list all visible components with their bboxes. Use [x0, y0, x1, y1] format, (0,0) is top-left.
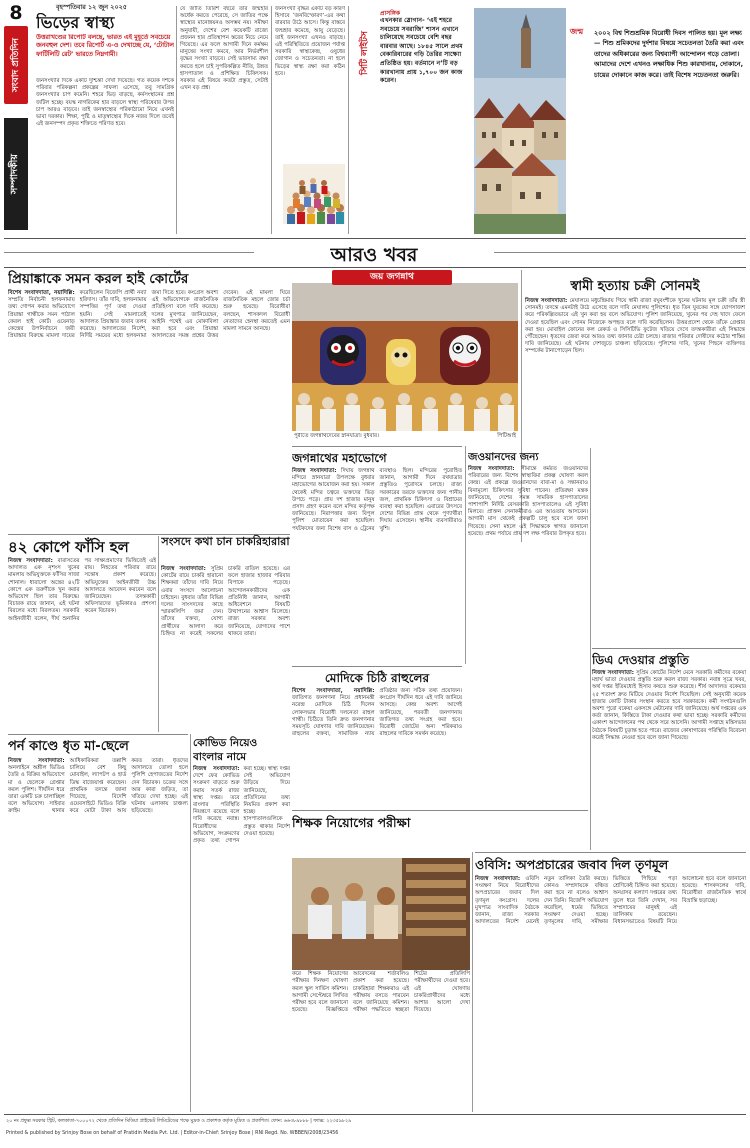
sidelight-label: প্রাসঙ্গিক: [380, 10, 401, 17]
masthead-brand: [4, 26, 28, 104]
editorial-subhead: উত্তরাখণ্ডের রিপোর্ট বলছে, ভারত এই মুহূর্তে সবচেয়ে জনবহুল দেশ। তবে রিপোর্ট এ-ও দেখাচ্ছে যে, ‘টোটাল ফার্টিলিটি রেট’ ভারতে নিম্নগামী।: [36, 34, 174, 58]
body-sansad: সুপ্রিম কোর্টের রায়ে চাকরি হারানো শিক্ষকরা তাঁদের দাবি নিয়ে এবার সংসদে আলোচনা চাইছেন। বুধবার তাঁরা বিভিন্ন দলের সাংসদদের কাছে স্মারকলিপি জমা দেন। তাঁদের বক্তব্য, যোগ্য প্রার্থীদের আলাদা করে চিহ্নিত না করেই সকলের চাকরি বাতিল হয়েছে। এর ফলে হাজার হাজার পরিবার বিপাকে পড়েছে। আন্দোলনকারীদের এক প্রতিনিধি জানান, আগামী অধিবেশনে বিষয়টি উত্থাপনের আশ্বাস মিলেছে। রাজ্য সরকার অবশ্য জানিয়েছে, যোগ্যদের পাশে থাকবে তারা।: [161, 566, 290, 637]
byline-priyanka: বিশেষ সংবাদদাতা, নয়াদিল্লি:: [8, 290, 75, 296]
headline-da: ডিএ দেওয়ার প্রস্তুতি: [592, 653, 689, 667]
byline-da: নিজস্ব সংবাদদাতা:: [592, 670, 635, 676]
anniversary-panel: [568, 6, 748, 234]
story-jagannath: [292, 448, 462, 668]
story-covid: [193, 736, 290, 1112]
story-jawan: [468, 448, 588, 800]
headline-obc: ওবিসি: অপপ্রচারের জবাব দিল তৃণমূল: [475, 857, 669, 872]
headline-sonam: স্বামী হত্যায় চক্রী সোনমই: [570, 279, 700, 294]
story-teacher: [292, 812, 470, 1112]
brand-name: সংবাদ প্রতিদিন: [11, 37, 21, 93]
headline-rahul: মোদিকে চিঠি রাহুলের: [324, 671, 430, 685]
imprint-line-2: Printed & published by Srinjoy Bose on behalf of Pratidin Media Pvt. Ltd. | Editor-in-Chief: Srinjoy Bose | RNI Regd. No. WBBEN/2008/23456: [6, 1131, 339, 1136]
headline-42: ৪২ কোপে ফাঁসি হল: [8, 538, 129, 556]
section-label: সম্পাদকীয়: [4, 118, 28, 230]
story-sansad: [161, 534, 290, 730]
editorial-lead: [36, 13, 174, 235]
headline-priyanka: প্রিয়াঙ্কাকে সমন করল হাই কোর্টের: [8, 271, 189, 287]
headline-covid: কোভিড নিয়েও বাংলার নামে: [193, 737, 258, 763]
byline-sansad: নিজস্ব সংবাদদাতা:: [161, 566, 206, 572]
story-42: [8, 536, 156, 732]
body-priyanka: সম্প্রতি নির্বাচনী হলফনামায় তথ্য গোপন করার অভিযোগে প্রিয়াঙ্কা গান্ধীকে সমন পাঠাল কেরল হাই কোর্ট। ওয়েনাড় কেন্দ্রের উপনির্বাচনে জয়ী প্রিয়াঙ্কার বিরুদ্ধে মামলা দায়ের করেছিলেন বিজেপি প্রার্থী নব্যা হরিদাস। তাঁর দাবি, হলফনামায় সম্পত্তির পূর্ণ তথ্য দেওয়া হয়নি। সেই মামলাতেই আদালত প্রিয়াঙ্কার জবাব তলব করেছে। আদালতের নির্দেশ, নির্দিষ্ট সময়ের মধ্যে হলফনামা জমা দিতে হবে। কংগ্রেস অবশ্য এই অভিযোগকে রাজনৈতিক প্রতিহিংসা বলে দাবি করেছে। দলের মুখপাত্র জানিয়েছেন, আইনি পথেই এর মোকাবিলা করা হবে এবং প্রিয়াঙ্কা আদালতের সমস্ত প্রশ্নের উত্তর দেবেন। এই মামলা ঘিরে রাজনৈতিক মহলে জোর চর্চা শুরু হয়েছে। বিরোধীরা বলছেন, শাসকদল বিরোধী নেতাদের হেনস্থা করতেই এমন মামলা সামনে আনছে।: [8, 290, 290, 340]
city-photo: [474, 8, 566, 234]
story-obc: [475, 854, 746, 1112]
sidelight-tag: সিটি লাইটস: [360, 31, 370, 75]
imprint-line-1: ২০ নং প্রফুল্ল সরকার স্ট্রিট, কলকাতা-৭০০০৭২ থেকে প্রতিদিন মিডিয়া প্রাইভেট লিমিটেডের পক্ষে মুদ্রক ও প্রকাশক কর্তৃক মুদ্রিত ও প্রকাশিত। ফোন: ৬৬৩৮৯৮৮৮ | ফ্যাক্স: ২২৩৫৯৮২৯: [6, 1119, 352, 1124]
story-porn: [8, 736, 188, 1112]
byline-jagannath: নিজস্ব সংবাদদাতা:: [292, 468, 337, 474]
masthead: [0, 0, 32, 236]
story-priyanka: [8, 268, 290, 532]
section-title: আরও খবর: [330, 244, 418, 266]
body-rahul: জাতিগত জনগণনা নিয়ে প্রধানমন্ত্রী নরেন্দ্র মোদিকে চিঠি দিলেন লোকসভার বিরোধী দলনেতা রাহুল গান্ধী। চিঠিতে তিনি দ্রুত জনগণনার সময়সূচি ঘোষণার দাবি জানিয়েছেন। রাহুলের বক্তব্য, সামাজিক ন্যায় প্রতিষ্ঠার জন্য সঠিক তথ্য প্রয়োজন। কংগ্রেস দীর্ঘদিন ধরে এই দাবি জানিয়ে আসছে। কেন্দ্র অবশ্য আগেই জানিয়েছে, পরবর্তী জনগণনায় জাতিগত তথ্য সংগ্রহ করা হবে। বিরোধী জোটের অন্য শরিকরাও রাহুলের দাবিকে সমর্থন করেছে।: [292, 688, 462, 738]
editorial-body: জনসংখ্যার দিকে একটি দুশ্চিন্তা দেখা দিয়েছে। গত কয়েক দশকে পরিবার পরিকল্পনা প্রকল্পের সাফল্য এসেছে, তবু সামগ্রিক জনসংখ্যার চাপ কমেনি। শহরে ভিড় বাড়ছে, কর্মসংস্থানের প্রশ্ন জটিল হচ্ছে। বয়স্ক নাগরিকের হার বাড়লে স্বাস্থ্য পরিষেবার উপর চাপ আরও বাড়বে। তাই জনস্বাস্থ্যের পরিকাঠামো নিয়ে এখনই ভাবা দরকার। শিক্ষা, পুষ্টি ও মাতৃস্বাস্থ্যের দিকে নজর দিলে তবেই এই জনসম্পদ প্রকৃত শক্তিতে পরিণত হবে।: [36, 78, 174, 128]
body-teacher: করে শিক্ষক নিয়োগের পরীক্ষার দিনক্ষণ ঘোষণা করল স্কুল সার্ভিস কমিশন। আগামী সেপ্টেম্বরে লিখিত পরীক্ষা হবে বলে জানানো হয়েছে। বিজ্ঞপ্তিতে আবেদনের শর্তাবলিও প্রকাশ করা হয়েছে। চাকরিহারা শিক্ষকরাও এই পরীক্ষায় বসতে পারবেন বলে জানিয়েছে কমিশন। পরীক্ষা পদ্ধতিতে স্বচ্ছতা শিটের প্রতিলিপি পরীক্ষার্থীদের দেওয়া হবে। এই ঘোষণায় চাকরিপ্রার্থীদের মধ্যে আশার আলো দেখা দিয়েছে।: [292, 971, 470, 1014]
byline-rahul: বিশেষ সংবাদদাতা, নয়াদিল্লি:: [292, 688, 375, 694]
photo-caption-jagannath: পুরীতে জগন্নাথদেবের স্নানযাত্রা। বুধবার।: [294, 433, 379, 439]
body-obc: ওবিসি সংরক্ষণ নিয়ে বিরোধীদের অপপ্রচারের জবাব দিল তৃণমূল কংগ্রেস। দলের মুখপাত্র সাংবাদিক বৈঠকে জানান, রাজ্য সরকার আদালতের নির্দেশ মেনেই নতুন তালিকা তৈরি করছে। কোনও সম্প্রদায়কে বঞ্চিত করা হবে না বলেও আশ্বাস দেন তিনি। বিজেপি অভিযোগ করেছিল, ধর্মের ভিত্তিতে সংরক্ষণ দেওয়া হচ্ছে। তৃণমূলের দাবি, সমীক্ষার ভিত্তিতে পিছিয়ে পড়া শ্রেণিকেই চিহ্নিত করা হয়েছে। অনগ্রসর কল্যাণ দপ্তরের তথ্য তুলে ধরে তিনি দেখান, সব সম্প্রদায়ের মানুষই এই তালিকায় রয়েছেন। বিধানসভাতেও বিষয়টি নিয়ে আলোচনা হবে বলে জানানো হয়েছে। শাসকদলের দাবি, বিরোধীরা রাজনৈতিক স্বার্থে বিভ্রান্তি ছড়াচ্ছে।: [475, 876, 746, 926]
editorial-headline: ভিড়ের স্বাস্থ্য: [36, 13, 115, 32]
editorial-column-3: জনসংখ্যা বৃদ্ধির একটি বড় কারণ হিসাবে ‘জনবিস্ফোরণ’-এর কথা বারবার উঠে আসে। কিন্তু বাস্তবে জন্মহার কমেছে, আয়ু বেড়েছে। তাই জনসংখ্যা এখনও বাড়ছে। এই পরিস্থিতিতে প্রয়োজন পর্যাপ্ত সরকারি স্বাস্থ্যকেন্দ্র, ওষুধের জোগান ও সচেতনতা। না হলে ভিড়ের স্বাস্থ্য রক্ষা করা কঠিন হবে।: [275, 6, 345, 77]
anniversary-text: ২০০২ বিশ্ব শিশুশ্রমিক বিরোধী দিবস পালিত হয়। মূল লক্ষ্য— শিশু শ্রমিকদের দুর্দশার বিষয়ে সচেতনতা তৈরি করা এবং তাদের অধিকারের জন্য বিশ্বব্যাপী আন্দোলন গড়ে তোলা। আমাদের দেশে এখনও লক্ষাধিক শিশু কারখানায়, দোকানে, চায়ের দোকানে কাজ করে। তাই বিশেষ সচেতনতা জরুরি।: [594, 29, 744, 79]
byline-jawan: নিজস্ব সংবাদদাতা:: [468, 466, 515, 472]
issue-date: বৃহস্পতিবার ১২ জুন ২০২৫: [56, 3, 127, 11]
byline-obc: নিজস্ব সংবাদদাতা:: [475, 876, 521, 882]
sidelight-panel: [352, 6, 472, 234]
photo-credit-jagannath: পিটিআই: [497, 433, 516, 439]
headline-porn: পর্ন কাণ্ডে ধৃত মা-ছেলে: [8, 739, 129, 754]
crowd-illustration: [283, 164, 345, 224]
body-covid: দেশে ফের কোভিড সংক্রমণ বাড়তে শুরু করায় সতর্ক রাজ্য স্বাস্থ্য দপ্তর। তবে বাংলার পরিস্থিতি নিয়ন্ত্রণে রয়েছে বলে দাবি করেছে নবান্ন। বিরোধীদের অভিযোগ, সংক্রমণের প্রকৃত তথ্য গোপন করা হচ্ছে। স্বাস্থ্য দপ্তর সেই অভিযোগ উড়িয়ে দিয়ে জানিয়েছে, প্রতিদিনের তথ্য নিয়মিত প্রকাশ করা হচ্ছে। হাসপাতালগুলিকে প্রস্তুত থাকার নির্দেশ দেওয়া হয়েছে।: [193, 766, 290, 845]
headline-teacher: শিক্ষক নিয়োগের পরীক্ষা: [292, 815, 411, 830]
byline-porn: নিজস্ব সংবাদদাতা:: [8, 758, 65, 764]
body-sonam: মেঘালয়ে মধুচন্দ্রিমায় গিয়ে স্বামী রাজা রঘুবংশীকে খুনের ঘটনায় মূল চক্রী তাঁর স্ত্রী সোনমই। তদন্তে এমনটাই উঠে এসেছে বলে দাবি মেঘালয় পুলিশের। ধৃত তিন যুবকের সঙ্গে যোগসাজশ করে পরিকল্পিতভাবে এই খুন করা হয় বলে অভিযোগ। পুলিশ জানিয়েছে, খুনের পর দেহ খাদে ফেলে দেওয়া হয়েছিল এবং সোনম নিজেকে অপহৃত বলে দাবি করেছিলেন। উত্তরপ্রদেশ থেকে তাঁকে গ্রেপ্তার করা হয়। মোবাইল ফোনের কল রেকর্ড ও সিসিটিভি ফুটেজ খতিয়ে দেখে তদন্তকারীরা এই সিদ্ধান্তে পৌঁছেছেন। ধৃতদের জেরা করে আরও তথ্য জানার চেষ্টা চলছে। রাজার পরিবার দোষীদের কঠোর শাস্তির দাবি জানিয়েছে। এই ঘটনায় দেশজুড়ে চাঞ্চল্য ছড়িয়েছে। পুলিশের দাবি, খুনের পিছনে ব্যক্তিগত সম্পর্কের টানাপোড়েন ছিল।: [525, 298, 745, 355]
story-rahul: [292, 668, 462, 808]
anniversary-label: জন্ম: [570, 27, 584, 36]
page-number: 8: [9, 2, 23, 24]
byline-42: নিজস্ব সংবাদদাতা:: [8, 558, 53, 564]
section-banner: [4, 240, 746, 266]
body-porn: অনলাইনে অশ্লীল ভিডিও তৈরি ও বিক্রির অভিযোগে মা ও ছেলেকে গ্রেপ্তার করল পুলিশ। দীর্ঘদিন ধরে তারা একটি চক্র চালাচ্ছিল বলে অভিযোগ। সাইবার ক্রাইম থানার আধিকারিকরা তল্লাশি চালিয়ে বেশ কিছু মোবাইল, ল্যাপটপ ও হার্ড ডিস্ক বাজেয়াপ্ত করেছেন। প্রাথমিক তদন্তে জানা গিয়েছে, বিদেশি ওয়েবসাইটে ভিডিও বিক্রি করে মোটা টাকা আয় করত তারা। ধৃতদের আদালতে তোলা হলে পুলিশি হেপাজতের নির্দেশ দেন বিচারক। চক্রের সঙ্গে আর কারা জড়িত, তা খতিয়ে দেখা হচ্ছে। এই ঘটনায় এলাকায় চাঞ্চল্য ছড়িয়েছে।: [8, 758, 188, 815]
byline-covid: নিজস্ব সংবাদদাতা:: [193, 766, 240, 772]
teacher-photo: [292, 858, 470, 970]
editorial-column-2: যে জাতি তিরিশ বছরে তার জন্মহার অর্ধেক করতে পেরেছে, সে জাতির পক্ষে স্বাস্থ্যের মানোন্নয়নও অসম্ভব নয়। সমীক্ষা অনুযায়ী, দেশের বেশ কয়েকটি রাজ্যে প্রজনন হার প্রতিস্থাপন স্তরের নিচে নেমে গিয়েছে। এর ফলে আগামী দিনে কর্মক্ষম মানুষের সংখ্যা কমবে, আর নির্ভরশীল বৃদ্ধের সংখ্যা বাড়বে। সেই ভারসাম্য রক্ষা করতে হলে চাই সুপরিকল্পিত নীতি, উন্নত হাসপাতাল ও প্রশিক্ষিত চিকিৎসক। সরকার এই বিষয়ে কতটা প্রস্তুত, সেটাই এখন বড় প্রশ্ন।: [180, 6, 268, 92]
photo-label-jagannath: জয় জগন্নাথ: [332, 270, 452, 285]
sidelight-text: এখনকার স্লোগান- ‘এই শহরে সবচেয়ে সবরাজি’ শাসন এখানে চালিয়েছে সবচেয়ে বেশি বছর বারবার আছে। ১৮৪৫ সালে প্রথম বেকারিবারের গড়ি তৈরির সাক্ষ্যো প্রতিষ্ঠিত হয়। বর্তমানে ন’টি বড় কারখানায় প্রায় ১,৭০০ জন কাজ করেন।: [380, 17, 463, 85]
headline-jagannath: জগন্নাথের মহাভোগে: [292, 451, 387, 465]
body-da: সুপ্রিম কোর্টের নির্দেশ মেনে সরকারি কর্মীদের বকেয়া মহার্ঘ ভাতা দেওয়ার প্রস্তুতি শুরু করল রাজ্য সরকার। নবান্ন সূত্রে খবর, অর্থ দপ্তর ইতিমধ্যেই হিসাব কষতে শুরু করেছে। শীর্ষ আদালত বকেয়ার ২৫ শতাংশ দ্রুত মিটিয়ে দেওয়ার নির্দেশ দিয়েছিল। সেই অনুযায়ী কয়েক হাজার কোটি টাকার সংস্থান করতে হবে সরকারকে। কর্মী সংগঠনগুলি অবশ্য পুরো বকেয়া একসঙ্গে মেটানোর দাবি জানিয়েছে। অর্থ দপ্তরের এক কর্তা জানান, কিস্তিতে টাকা দেওয়ার কথা ভাবা হচ্ছে। সরকারি কর্মীদের একাংশ আন্দোলনের পথ থেকে সরে আসেনি। আগামী সপ্তাহে মন্ত্রিসভার বৈঠকে বিষয়টি চূড়ান্ত হতে পারে। রাজ্যের কোষাগারের পরিস্থিতি বিবেচনা করেই সিদ্ধান্ত নেওয়া হবে বলে জানা গিয়েছে।: [592, 670, 746, 741]
byline-sonam: নিজস্ব সংবাদদাতা:: [525, 298, 568, 304]
jagannath-photo: [292, 283, 518, 431]
body-jawan: সীমান্তে কর্মরত জওয়ানদের পরিবারের জন্য বিশেষ স্বাস্থ্যবিমা প্রকল্প ঘোষণা করল কেন্দ্র। এই প্রকল্পে জওয়ানদের বাবা-মা ও সন্তানরাও বিনামূল্যে চিকিৎসার সুবিধা পাবেন। প্রতিরক্ষা মন্ত্রক জানিয়েছে, দেশের সমস্ত সামরিক হাসপাতালের পাশাপাশি নির্দিষ্ট বেসরকারি হাসপাতালেও এই সুবিধা মিলবে। প্রাক্তন সেনাকর্মীরাও এর আওতায় আসবেন। আগামী মাস থেকেই প্রকল্পটি চালু হবে বলে জানা গিয়েছে। সেনা মহলে এই সিদ্ধান্তকে স্বাগত জানানো হয়েছে। প্রথম পর্যায়ে প্রায় দশ লক্ষ পরিবার উপকৃত হবে।: [468, 466, 588, 537]
body-42: বারাসতের আদালত এক নৃশংস খুনের মামলায় অভিযুক্তকে ফাঁসির সাজা শোনাল। ধারালো অস্ত্রের ৪২টি কোপে এক তরুণীকে খুন করার অভিযোগ ছিল তার বিরুদ্ধে। বিচারক রায়ে জানান, এই ঘটনা বিরলের মধ্যে বিরলতম। সরকারি আইনজীবী বলেন, দীর্ঘ শুনানির পর সাক্ষ্যপ্রমাণের ভিত্তিতেই এই রায়। নিহতের পরিবার রায়ে সন্তোষ প্রকাশ করেছে। অভিযুক্তের আইনজীবী উচ্চ আদালতে আবেদন করবেন বলে জানিয়েছেন। তদন্তকারী অফিসারদের ভূমিকারও প্রশংসা করেন বিচারক।: [8, 558, 156, 622]
story-da: [592, 650, 746, 850]
headline-jawan: জওয়ানদের জন্য: [468, 451, 539, 463]
headline-sansad: সংসদে কথা চান চাকরিহারারা: [161, 535, 290, 548]
body-jagannath: দিঘায় জগন্নাথ মন্দিরে স্নানযাত্রা উপলক্ষে বুধবার মহাভোগের আয়োজন করা হয়। সকাল থেকেই মন্দির চত্বরে ভক্তদের ভিড় উপচে পড়ে। প্রায় দশ হাজার মানুষ প্রসাদ গ্রহণ করেন বলে মন্দির কর্তৃপক্ষ জানিয়েছে। নিরাপত্তার জন্য বিপুল পুলিশ মোতায়েন করা হয়েছিল। পর্যটকদের জন্য বিশেষ বাস ও ট্রেনের ব্যবস্থাও ছিল। মন্দিরের পুরোহিত জানান, আগামী দিনে রথযাত্রার প্রস্তুতিও পুরোদমে চলছে। রাজ্য সরকারের তরফে ভক্তদের জন্য পানীয় জল, প্রাথমিক চিকিৎসা ও বিশ্রামের ব্যবস্থা করা হয়েছিল। এবারের উৎসবে দেশের বিভিন্ন প্রান্ত থেকে পুণ্যার্থীরা দিঘায় এসেছেন। স্থানীয় ব্যবসায়ীরাও খুশি।: [292, 468, 462, 532]
